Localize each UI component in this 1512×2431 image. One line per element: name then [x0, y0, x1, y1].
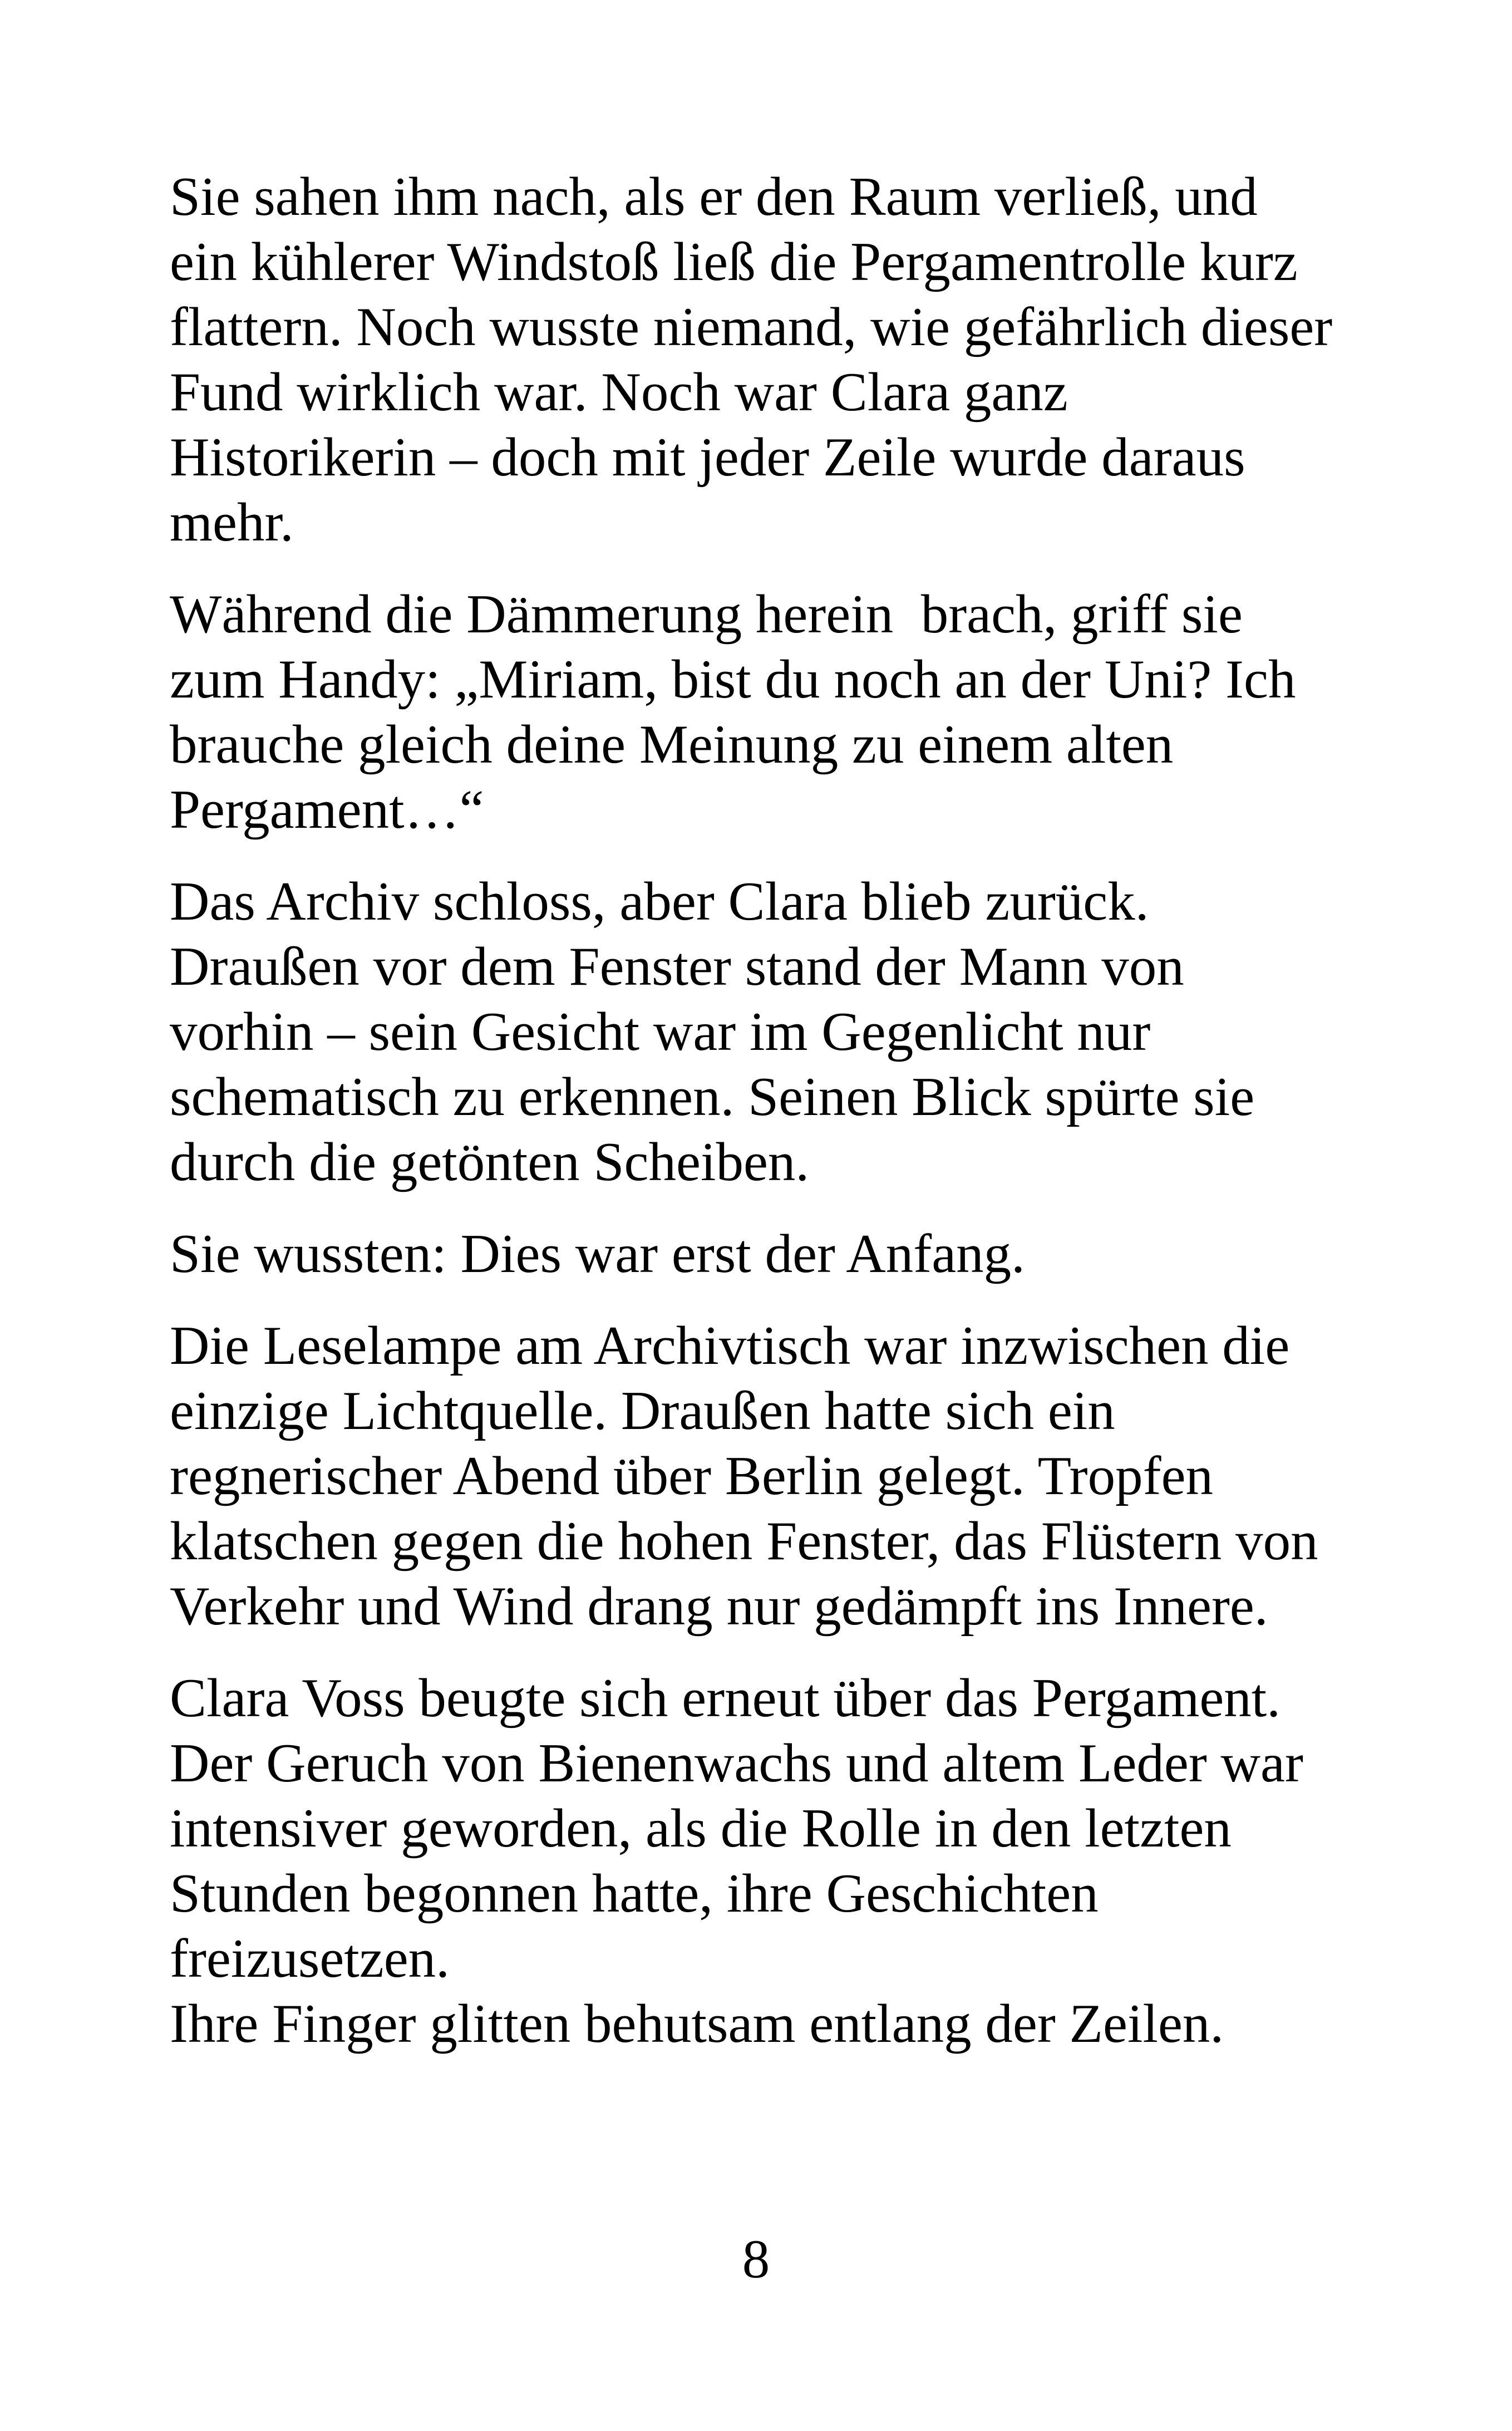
- text-line: Der Geruch von Bienenwachs und altem Leder war: [170, 1733, 1303, 1794]
- paragraph-5: [170, 1313, 1372, 1639]
- paragraph-3: [170, 869, 1372, 1195]
- text-line: Historikerin – doch mit jeder Zeile wurde daraus: [170, 427, 1245, 488]
- text-line: einzige Lichtquelle. Draußen hatte sich ein: [170, 1381, 1115, 1441]
- text-line: flattern. Noch wusste niemand, wie gefährlich dieser: [170, 297, 1333, 357]
- text-line: mehr.: [170, 492, 294, 553]
- paragraph-4: [170, 1221, 1372, 1286]
- text-line: durch die getönten Scheiben.: [170, 1132, 810, 1192]
- text-line: zum Handy: „Miriam, bist du noch an der Uni? Ich: [170, 649, 1296, 710]
- text-line: Fund wirklich war. Noch war Clara ganz: [170, 362, 1068, 423]
- text-line: intensiver geworden, als die Rolle in den letzten: [170, 1798, 1232, 1859]
- text-line: Verkehr und Wind drang nur gedämpft ins Innere.: [170, 1576, 1268, 1637]
- text-line: Sie wussten: Dies war erst der Anfang.: [170, 1224, 1025, 1284]
- text-line: vorhin – sein Gesicht war im Gegenlicht nur: [170, 1001, 1151, 1062]
- text-line: Draußen vor dem Fenster stand der Mann von: [170, 936, 1184, 997]
- text-line: Während die Dämmerung herein brach, griff sie: [170, 584, 1243, 645]
- paragraph-6: [170, 1666, 1372, 2056]
- body-text: [170, 164, 1372, 2083]
- text-line: regnerischer Abend über Berlin gelegt. Tropfen: [170, 1446, 1214, 1506]
- text-line: Das Archiv schloss, aber Clara blieb zurück.: [170, 871, 1149, 932]
- text-line: Ihre Finger glitten behutsam entlang der Zeilen.: [170, 1993, 1224, 2054]
- paragraph-1: [170, 164, 1372, 555]
- text-line: freizusetzen.: [170, 1928, 450, 1989]
- text-line: Die Leselampe am Archivtisch war inzwischen die: [170, 1315, 1290, 1376]
- text-line: Pergament…“: [170, 779, 484, 840]
- text-line: schematisch zu erkennen. Seinen Blick spürte sie: [170, 1067, 1255, 1127]
- text-line: Clara Voss beugte sich erneut über das Pergament.: [170, 1668, 1281, 1728]
- text-line: brauche gleich deine Meinung zu einem alten: [170, 714, 1174, 775]
- page-number: 8: [742, 2229, 770, 2290]
- text-line: ein kühlerer Windstoß ließ die Pergamentrolle kurz: [170, 232, 1298, 292]
- text-line: Sie sahen ihm nach, als er den Raum verließ, und: [170, 166, 1258, 227]
- paragraph-2: [170, 582, 1372, 842]
- text-line: klatschen gegen die hohen Fenster, das Flüstern von: [170, 1511, 1318, 1571]
- text-line: Stunden begonnen hatte, ihre Geschichten: [170, 1863, 1099, 1924]
